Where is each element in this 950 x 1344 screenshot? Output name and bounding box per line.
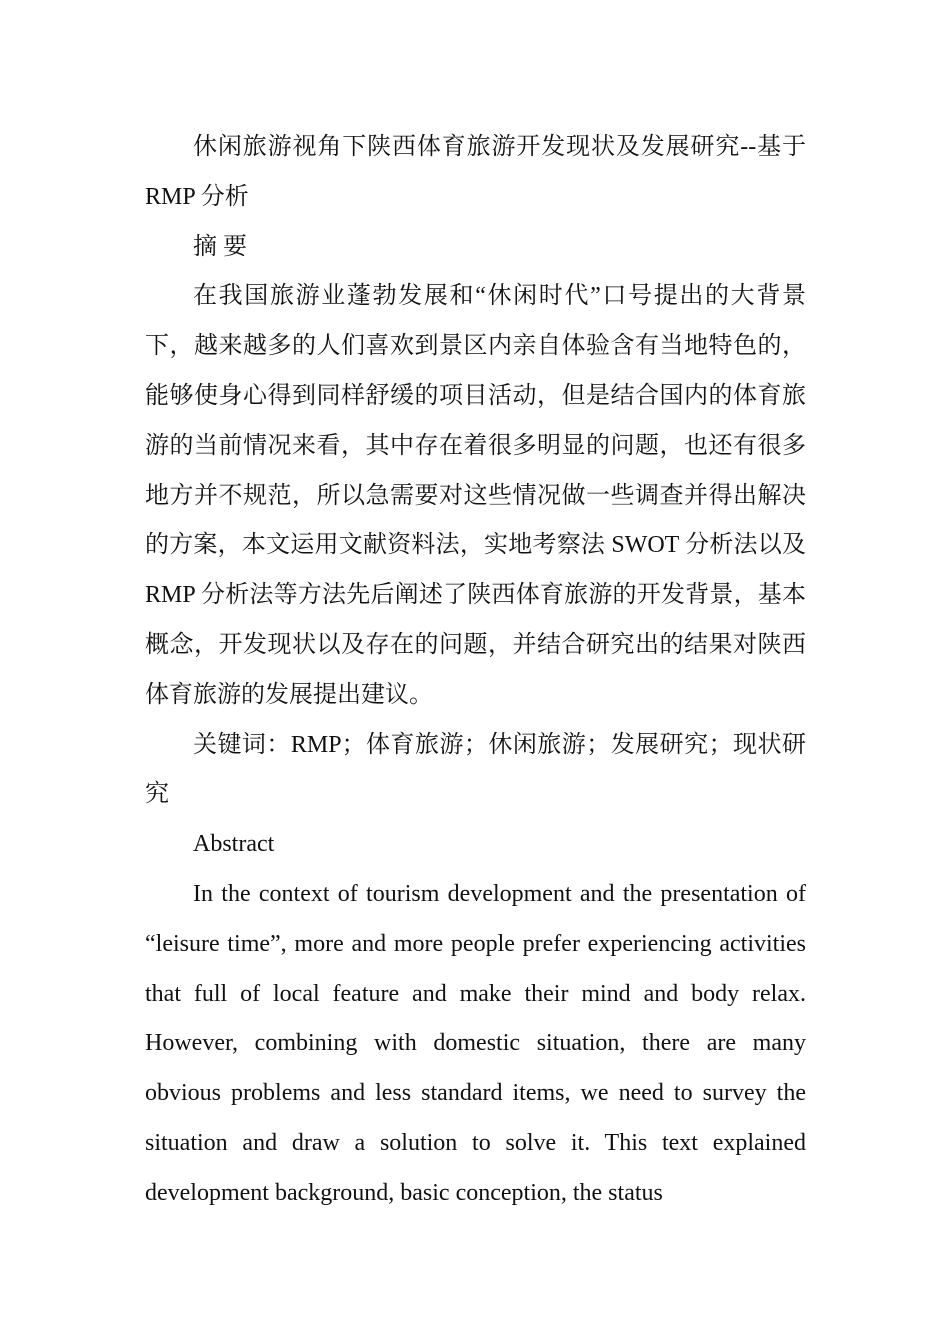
document-page [145, 123, 806, 1219]
abstract-heading-cn: 摘 要 [193, 233, 247, 260]
keywords-cn: 关键词：RMP；体育旅游；休闲旅游；发展研究；现状研究 [145, 731, 806, 808]
abstract-heading-en: Abstract [193, 831, 275, 858]
abstract-body-cn: 在我国旅游业蓬勃发展和“休闲时代”口号提出的大背景下，越来越多的人们喜欢到景区内亲自体验含有当地特色的，能够使身心得到同样舒缓的项目活动，但是结合国内的体育旅游的当前情况来看，其中存在着很多明显的问题，也还有很多地方并不规范，所以急需要对这些情况做一些调查并得出解决的方案，本文运用文献资料法，实地考察法 SWOT 分析法以及 RMP 分析法等方法先后阐述了陕西体育旅游的开发背景，基本概念，开发现状以及存在的问题，并结合研究出的结果对陕西体育旅游的发展提出建议。 [145, 283, 806, 708]
abstract-body-en: In the context of tourism development and the presentation of “leisure time”, more and more people prefer experiencing activities that full of local feature and make their mind and body relax. However, combining with domestic situation, there are many obvious problems and less standard items, we need to survey the situation and draw a solution to solve it. This text explained development background, basic conception, the status [145, 880, 806, 1206]
document-title: 休闲旅游视角下陕西体育旅游开发现状及发展研究--基于 RMP 分析 [145, 134, 806, 210]
